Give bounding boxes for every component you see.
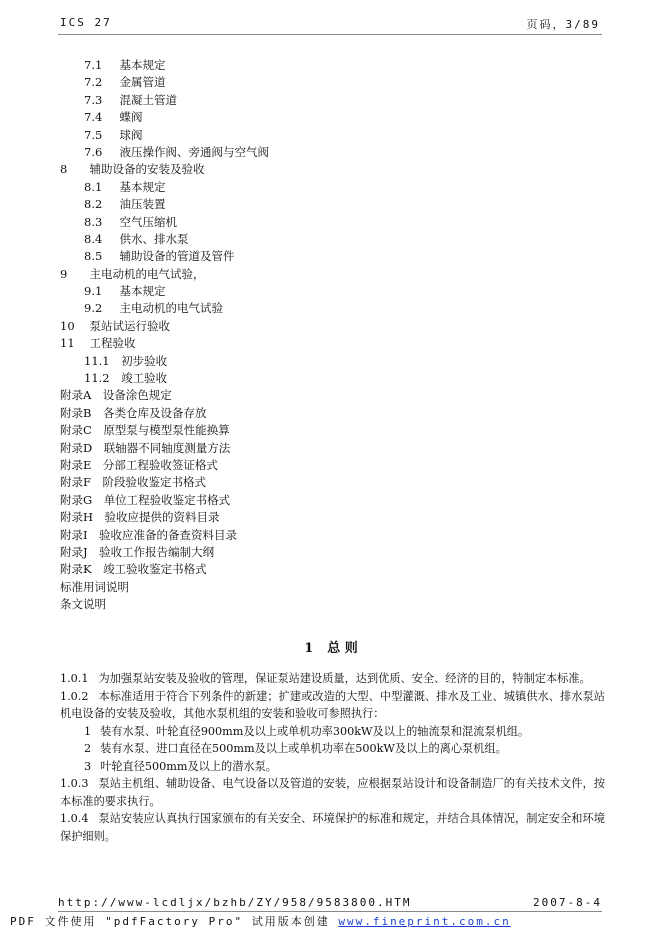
toc-entry-number: 7.3 xyxy=(84,92,103,107)
clause-paragraph xyxy=(60,688,605,723)
clause-number: 1.0.4 xyxy=(60,812,89,825)
toc-entry xyxy=(60,370,620,387)
toc-entry xyxy=(60,109,620,126)
clause-text: 为加强泵站安装及验收的管理，保证泵站建设质量，达到优质、安全、经济的目的，特制定本标准。 xyxy=(98,672,591,685)
header-page-number: 页码，3/89 xyxy=(526,18,600,31)
clause-paragraph xyxy=(60,670,605,688)
toc-entry xyxy=(60,596,620,613)
toc-entry-number: 7.5 xyxy=(84,127,103,142)
toc-entry-title: 混凝土管道 xyxy=(119,92,177,107)
toc-entry-title: 主电动机的电气试验 xyxy=(119,301,223,316)
toc-entry xyxy=(60,561,620,578)
toc-entry-title: 主电动机的电气试验， xyxy=(89,266,205,281)
toc-entry-title: 条文说明 xyxy=(60,597,106,612)
clause-text: 本标准适用于符合下列条件的新建；扩建或改造的大型、中型灌溉、排水及工业、城镇供水、排水泵站机电设备的安装及验收，其他水泵机组的安装和验收可参照执行： xyxy=(60,689,605,720)
toc-entry-title: 空气压缩机 xyxy=(119,214,177,229)
toc-entry xyxy=(60,440,620,457)
toc-entry-number: 9.2 xyxy=(84,301,103,316)
toc-entry-title: 标准用词说明 xyxy=(60,579,129,594)
toc-entry xyxy=(60,387,620,404)
toc-entry-title: 验收工作报告编制大纲 xyxy=(99,544,215,559)
clause-text: 泵站安装应认真执行国家颁布的有关安全、环境保护的标准和规定，并结合具体情况，制定安全和环境保护细则。 xyxy=(60,812,605,843)
toc-entry-title: 原型泵与模型泵性能换算 xyxy=(103,423,230,438)
toc-entry-number: 附录D xyxy=(60,440,93,455)
toc-entry xyxy=(60,248,620,265)
clause-list-item xyxy=(60,723,605,741)
toc-entry xyxy=(60,196,620,213)
toc-entry xyxy=(60,405,620,422)
header-classification: ICS 27 xyxy=(60,16,112,29)
pdf-watermark-text: PDF 文件使用 "pdfFactory Pro" 试用版本创建 xyxy=(10,915,339,928)
toc-entry-number: 7.1 xyxy=(84,58,103,72)
toc-entry-title: 验收应提供的资料目录 xyxy=(104,510,220,525)
fineprint-link[interactable]: www.fineprint.com.cn xyxy=(338,915,511,928)
toc-entry-number: 8.5 xyxy=(84,249,103,264)
toc-entry xyxy=(60,509,620,526)
toc-entry xyxy=(60,527,620,544)
toc-entry xyxy=(60,92,620,109)
toc-entry xyxy=(60,300,620,317)
chapter-title: 总 则 xyxy=(327,641,358,656)
toc-entry xyxy=(60,214,620,231)
toc-entry-number: 11.1 xyxy=(84,353,110,368)
clause-paragraph xyxy=(60,775,605,810)
toc-entry-number: 7.6 xyxy=(84,144,103,159)
toc-entry-number: 附录C xyxy=(60,423,92,438)
toc-entry-title: 金属管道 xyxy=(119,75,166,90)
header-divider xyxy=(58,34,602,35)
toc-entry-title: 辅助设备的安装及验收 xyxy=(89,162,205,177)
clause-list-item xyxy=(60,740,605,758)
footer-date: 2007-8-4 xyxy=(533,896,602,909)
toc-entry-number: 附录H xyxy=(60,510,94,525)
footer-url: http://www-lcdljx/bzhb/ZY/958/9583800.HTM xyxy=(58,896,412,909)
chapter-body xyxy=(60,670,605,845)
toc-entry-number: 8.3 xyxy=(84,214,103,229)
toc-entry-number: 8.2 xyxy=(84,197,103,212)
toc-entry xyxy=(60,144,620,161)
toc-entry-number: 11.2 xyxy=(84,371,110,386)
toc-entry-number: 9.1 xyxy=(84,284,103,299)
clause-paragraph xyxy=(60,810,605,845)
toc-entry-title: 基本规定 xyxy=(119,284,166,299)
clause-number: 1.0.3 xyxy=(60,777,89,790)
toc-entry-number: 8.4 xyxy=(84,231,103,246)
toc-entry-number: 附录I xyxy=(60,527,88,542)
toc-entry-number: 附录F xyxy=(60,475,91,490)
toc-entry-number: 附录B xyxy=(60,405,92,420)
toc-entry xyxy=(60,179,620,196)
clause-number: 1.0.1 xyxy=(60,672,89,685)
toc-entry-number: 附录J xyxy=(60,544,88,559)
toc-entry-title: 辅助设备的管道及管件 xyxy=(119,249,235,264)
clause-number: 1.0.2 xyxy=(60,689,89,703)
toc-entry xyxy=(60,231,620,248)
toc-entry xyxy=(60,127,620,144)
toc-entry-title: 联轴器不同轴度测量方法 xyxy=(103,440,231,455)
toc-entry xyxy=(60,57,620,74)
clause-text: 泵站主机组、辅助设备、电气设备以及管道的安装，应根据泵站设计和设备制造厂的有关技术文件，按本标准的要求执行。 xyxy=(60,777,605,808)
toc-entry-number: 7.2 xyxy=(84,75,103,90)
table-of-contents xyxy=(60,57,620,614)
toc-entry-title: 单位工程验收鉴定书格式 xyxy=(103,492,231,507)
toc-entry xyxy=(60,422,620,439)
toc-entry-number: 10 xyxy=(60,318,75,333)
toc-entry xyxy=(60,335,620,352)
toc-entry xyxy=(60,544,620,561)
toc-entry xyxy=(60,474,620,491)
chapter-number: 1 xyxy=(304,641,314,656)
clause-text: 叶轮直径500mm及以上的潜水泵。 xyxy=(100,759,277,773)
toc-entry-title: 蝶阀 xyxy=(119,110,143,125)
toc-entry-number: 7.4 xyxy=(84,110,103,125)
toc-entry-title: 各类仓库及设备存放 xyxy=(102,405,207,420)
clause-text: 装有水泵、叶轮直径900mm及以上或单机功率300kW及以上的轴流泵和混流泵机组。 xyxy=(100,724,530,738)
toc-entry-title: 基本规定 xyxy=(119,58,166,72)
toc-entry xyxy=(60,161,620,178)
toc-entry xyxy=(60,266,620,283)
toc-entry-title: 竣工验收鉴定书格式 xyxy=(103,562,207,577)
toc-entry-title: 液压操作阀、旁通阀与空气阀 xyxy=(119,144,269,159)
toc-entry-title: 分部工程验收签证格式 xyxy=(102,457,218,472)
toc-entry-number: 附录G xyxy=(60,492,93,507)
footer-divider xyxy=(58,911,602,912)
toc-entry-number: 附录K xyxy=(60,562,92,577)
pdf-watermark-bar xyxy=(10,913,511,929)
clause-text: 装有水泵、进口直径在500mm及以上或单机功率在500kW及以上的离心泵机组。 xyxy=(100,742,507,755)
toc-entry xyxy=(60,457,620,474)
clause-number: 2 xyxy=(84,742,92,755)
toc-entry-number: 附录A xyxy=(60,388,92,403)
toc-entry-title: 泵站试运行验收 xyxy=(89,318,170,333)
toc-entry-number: 11 xyxy=(60,336,75,351)
toc-entry xyxy=(60,353,620,370)
toc-entry-title: 验收应准备的备查资料目录 xyxy=(99,527,238,542)
clause-number: 1 xyxy=(84,724,92,738)
toc-entry-title: 阶段验收鉴定书格式 xyxy=(102,475,206,490)
toc-entry-title: 油压装置 xyxy=(119,197,166,212)
toc-entry xyxy=(60,318,620,335)
toc-entry-number: 8.1 xyxy=(84,179,103,194)
toc-entry xyxy=(60,74,620,91)
toc-entry xyxy=(60,283,620,300)
chapter-heading xyxy=(0,637,662,656)
toc-entry-title: 设备涂色规定 xyxy=(102,388,172,403)
toc-entry-title: 工程验收 xyxy=(89,336,136,351)
toc-entry-title: 球阀 xyxy=(119,127,143,142)
toc-entry xyxy=(60,492,620,509)
toc-entry-number: 8 xyxy=(60,162,68,177)
toc-entry xyxy=(60,579,620,596)
clause-list-item xyxy=(60,758,605,776)
toc-entry-number: 9 xyxy=(60,266,68,281)
toc-entry-number: 附录E xyxy=(60,457,92,472)
toc-entry-title: 初步验收 xyxy=(121,353,168,368)
clause-number: 3 xyxy=(84,759,92,773)
toc-entry-title: 竣工验收 xyxy=(121,371,168,386)
toc-entry-title: 供水、排水泵 xyxy=(119,231,189,246)
toc-entry-title: 基本规定 xyxy=(119,179,166,194)
